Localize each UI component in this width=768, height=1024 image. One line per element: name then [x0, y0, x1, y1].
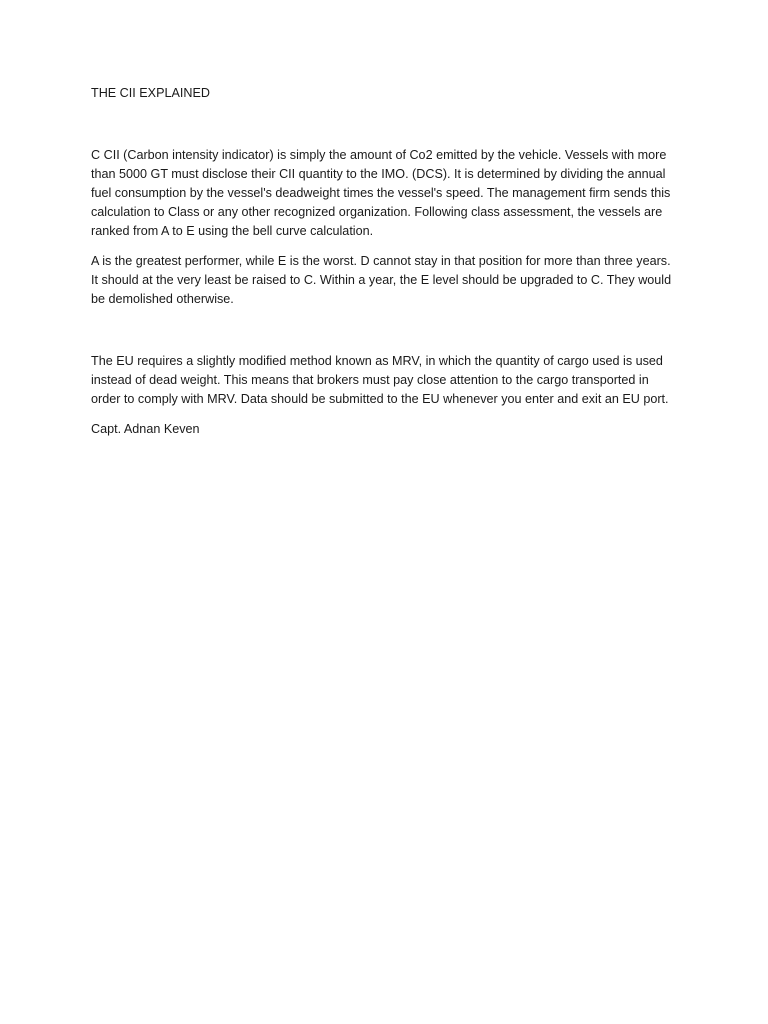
paragraph-eu-mrv: The EU requires a slightly modified method known as MRV, in which the quantity of cargo used is used instead of dead weight. This means that brokers must pay close attention to the cargo transported in order to comply with MRV. Data should be submitted to the EU whenever you enter and exit an EU port.: [91, 354, 669, 406]
paragraph-rating-scale: A is the greatest performer, while E is the worst. D cannot stay in that position for more than three years. It should at the very least be raised to C. Within a year, the E level should be upgraded to C. They would be demolished otherwise.: [91, 254, 672, 306]
document-title: THE CII EXPLAINED: [91, 86, 210, 100]
document-body: [91, 84, 681, 439]
author-signature: Capt. Adnan Keven: [91, 422, 200, 436]
paragraph-cii-definition: C CII (Carbon intensity indicator) is simply the amount of Co2 emitted by the vehicle. Vessels with more than 5000 GT must disclose their CII quantity to the IMO. (DCS). It is determined by dividing the annual fuel consumption by the vessel's deadweight times the vessel's speed. The management firm sends this calculation to Class or any other recognized organization. Following class assessment, the vessels are ranked from A to E using the bell curve calculation.: [91, 148, 671, 238]
